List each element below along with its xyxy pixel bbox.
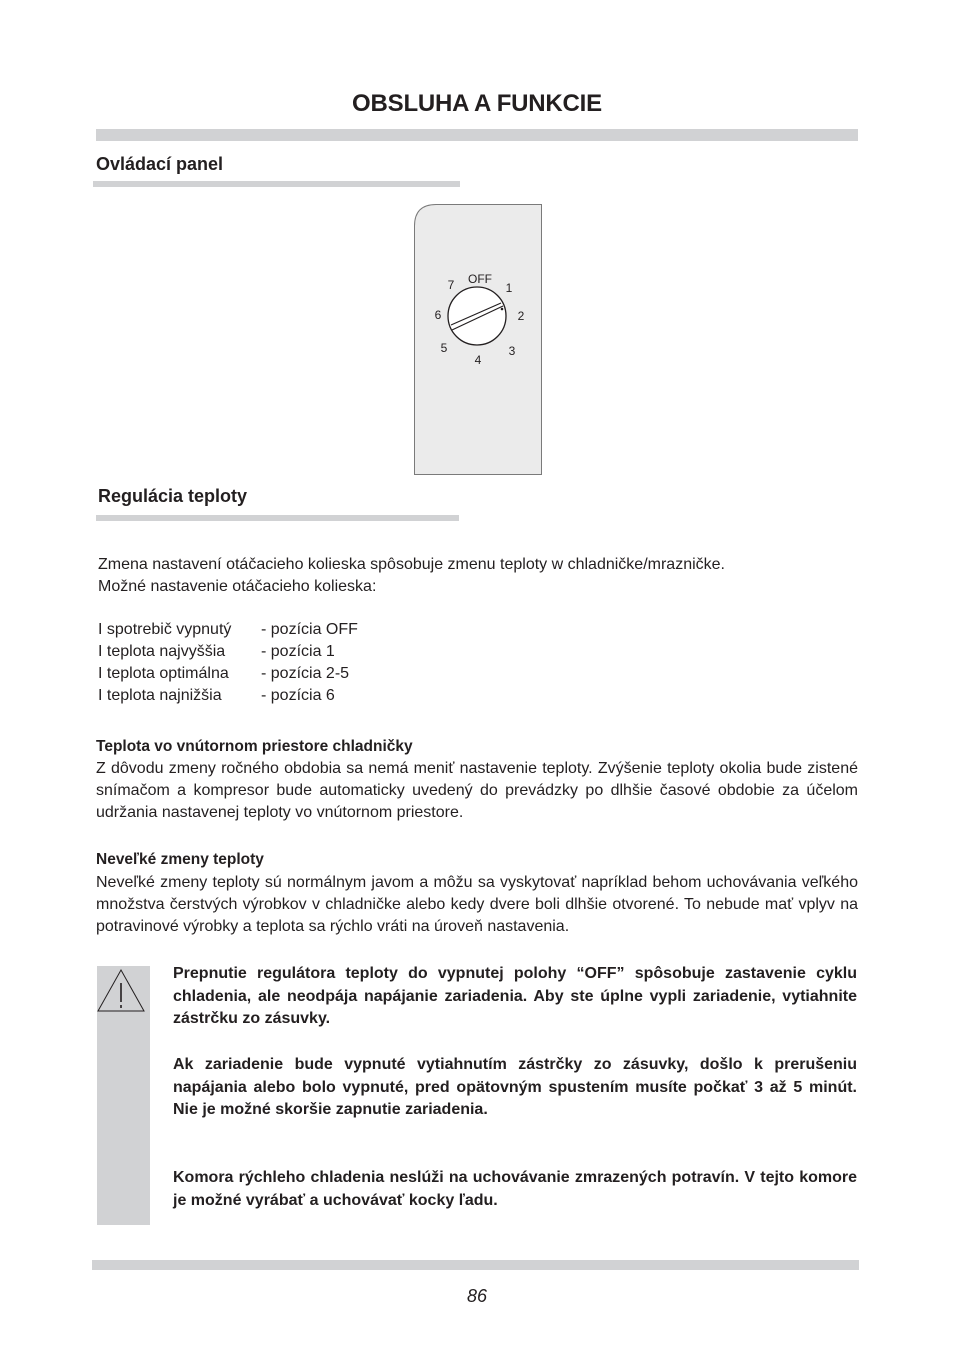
footer-rule (92, 1260, 859, 1270)
temperature-intro (98, 554, 858, 598)
dial-label-2: 2 (517, 309, 525, 323)
dial-label-7: 7 (447, 278, 455, 292)
inside-temp-heading: Teplota vo vnútornom priestore chladničky (96, 738, 413, 755)
control-panel-rule (93, 181, 460, 187)
warning-paragraph-3: Komora rýchleho chladenia neslúži na uchovávanie zmrazených potravín. V tejto komore je možné vyrábať a uchovávať kocky ľadu. (173, 1169, 857, 1209)
intro-line-2: Možné nastavenie otáčacieho kolieska: (98, 578, 377, 595)
small-changes-heading: Neveľké zmeny teploty (96, 851, 264, 868)
dial-label-6: 6 (434, 308, 442, 322)
title-rule (96, 129, 858, 141)
temperature-knob (448, 287, 506, 345)
panel-drawing (414, 204, 542, 475)
setting-state: I teplota optimálna (98, 665, 229, 682)
dial-label-5: 5 (440, 341, 448, 355)
setting-state: I spotrebič vypnutý (98, 621, 232, 638)
setting-position: - pozícia 6 (261, 687, 335, 704)
control-panel-illustration (414, 204, 542, 475)
settings-list (98, 619, 598, 707)
list-item (98, 685, 598, 707)
page-number: 86 (466, 1286, 488, 1306)
dial-label-1: 1 (505, 281, 513, 295)
dial-label-4: 4 (474, 353, 482, 367)
setting-position: - pozícia OFF (261, 621, 358, 638)
warning-triangle-icon (97, 966, 150, 1026)
inside-temp-text: Z dôvodu zmeny ročného obdobia sa nemá meniť nastavenie teploty. Zvýšenie teploty okolia bude zistené snímačom a kompresor bude automaticky uvedený do prevádzky po dlhšie časové obdobie za účelom udržania nastavenej teploty vo vnútornom priestore. (96, 760, 858, 821)
setting-position: - pozícia 1 (261, 643, 335, 660)
setting-position: - pozícia 2-5 (261, 665, 350, 682)
small-changes-text: Neveľké zmeny teploty sú normálnym javom a môžu sa vyskytovať napríklad behom uchovávania veľkého množstva čerstvých výrobkov v chladničke alebo kedy dvere boli dlhšie otvorené. To nebude mať vplyv na potravinové výrobky a teplota sa rýchlo vráti na úroveň nastavenia. (96, 874, 858, 935)
control-panel-heading: Ovládací panel (96, 154, 224, 174)
list-item (98, 619, 598, 641)
temperature-rule (96, 515, 459, 521)
warning-paragraph-2: Ak zariadenie bude vypnuté vytiahnutím zástrčky zo zásuvky, došlo k prerušeniu napájania alebo bolo vypnuté, pred opätovným spustením musíte počkať 3 až 5 minút. Nie je možné skoršie zapnutie zariadenia. (173, 1056, 857, 1118)
warning-paragraph-1: Prepnutie regulátora teploty do vypnutej polohy “OFF” spôsobuje zastavenie cyklu chladenia, ale neodpája napájanie zariadenia. Aby ste úplne vypli zariadenie, vytiahnite zástrčku zo zásuvky. (173, 965, 857, 1027)
page-title: OBSLUHA A FUNKCIE (352, 90, 602, 117)
list-item (98, 641, 598, 663)
warning-sidebar (97, 966, 150, 1225)
temperature-heading: Regulácia teploty (98, 486, 248, 506)
list-item (98, 663, 598, 685)
dial-label-off: OFF (468, 272, 492, 286)
intro-line-1: Zmena nastavení otáčacieho kolieska spôsobuje zmenu teploty w chladničke/mrazničke. (98, 556, 725, 573)
setting-state: I teplota najvyššia (98, 643, 226, 660)
setting-state: I teplota najnižšia (98, 687, 222, 704)
dial-label-3: 3 (508, 344, 516, 358)
